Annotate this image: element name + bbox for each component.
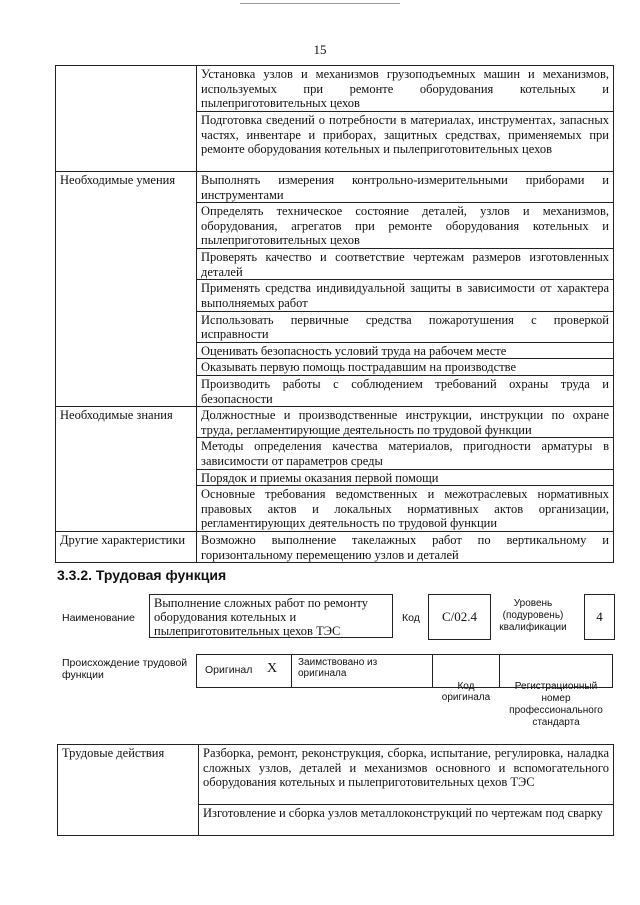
- table-cell: Порядок и приемы оказания первой помощи: [197, 469, 614, 486]
- table-row: [56, 66, 614, 112]
- code-label: Код: [402, 612, 420, 624]
- original-mark: X: [267, 661, 278, 676]
- name-label: Наименование: [62, 612, 135, 624]
- table-cell: Установка узлов и механизмов грузоподъемных машин и механизмов, используемых при ремонте оборудования котельных и пылеприготовительных цехов: [197, 66, 614, 112]
- table-row: [56, 532, 614, 563]
- competency-table: [55, 65, 614, 563]
- table-cell: Разборка, ремонт, реконструкция, сборка, испытание, регулировка, наладка сложных узлов, деталей и механизмов основного и вспомогательного оборудования котельных и пылеприготовительных цехов ТЭС: [199, 745, 614, 805]
- table-cell: Оказывать первую помощь пострадавшим на производстве: [197, 359, 614, 376]
- table-cell: Изготовление и сборка узлов металлоконструкций по чертежам под сварку: [199, 805, 614, 836]
- table-cell: Возможно выполнение такелажных работ по вертикальному и горизонтальному перемещению узлов и деталей: [197, 532, 614, 563]
- row-label: Необходимые знания: [56, 407, 197, 532]
- table-cell: Определять техническое состояние деталей, узлов и механизмов, оборудования, агрегатов при ремонте оборудования котельных и пылеприготовительных цехов: [197, 203, 614, 249]
- page-number: 15: [313, 42, 327, 57]
- table-cell: Должностные и производственные инструкции, инструкции по охране труда, регламентирующие деятельность по трудовой функции: [197, 407, 614, 438]
- code-value-box: C/02.4: [428, 594, 491, 640]
- table-row: [56, 172, 614, 203]
- table-cell: Выполнять измерения контрольно-измерительными приборами и инструментами: [197, 172, 614, 203]
- level-label: Уровень (подуровень) квалификации: [499, 598, 567, 633]
- table-cell: Производить работы с соблюдением требований охраны труда и безопасности: [197, 375, 614, 406]
- row-label: Другие характеристики: [56, 532, 197, 563]
- table-cell: Основные требования ведомственных и межотраслевых нормативных правовых актов и локальных нормативных актов организации, регламентирующих деятельность по трудовой функции: [197, 486, 614, 532]
- table-cell: Подготовка сведений о потребности в материалах, инструментах, запасных частях, инвентаре и приборах, защитных средствах, применяемых при ремонте оборудования котельных и пылеприготовительных цехов: [197, 112, 614, 172]
- function-name-box: Выполнение сложных работ по ремонту оборудования котельных и пылеприготовительных цехов ТЭС: [149, 594, 393, 638]
- table-cell: Методы определения качества материалов, пригодности арматуры в зависимости от параметров среды: [197, 438, 614, 469]
- table-cell: Оценивать безопасность условий труда на рабочем месте: [197, 342, 614, 359]
- borrowed-cell: Заимствовано из оригинала: [291, 654, 433, 688]
- table-cell: Проверять качество и соответствие чертежам размеров изготовленных деталей: [197, 249, 614, 280]
- top-rule: [240, 3, 400, 4]
- section-heading: 3.3.2. Трудовая функция: [57, 567, 227, 583]
- table-cell: Применять средства индивидуальной защиты в зависимости от характера выполняемых работ: [197, 280, 614, 311]
- reg-number-label: Регистрационный номер профессионального стандарта: [509, 681, 603, 728]
- table-row: [56, 407, 614, 438]
- table-row: [58, 745, 614, 805]
- original-cell: [196, 654, 292, 688]
- actions-table: [57, 744, 614, 836]
- level-value-box: 4: [584, 594, 615, 640]
- table-cell: Использовать первичные средства пожаротушения с проверкой исправности: [197, 311, 614, 342]
- origin-label: Происхождение трудовой функции: [62, 657, 188, 681]
- code-original-label: Код оригинала: [441, 681, 491, 703]
- row-label: Необходимые умения: [56, 172, 197, 407]
- row-label: Трудовые действия: [58, 745, 199, 836]
- row-label: [56, 66, 197, 172]
- original-label: Оригинал: [205, 664, 253, 676]
